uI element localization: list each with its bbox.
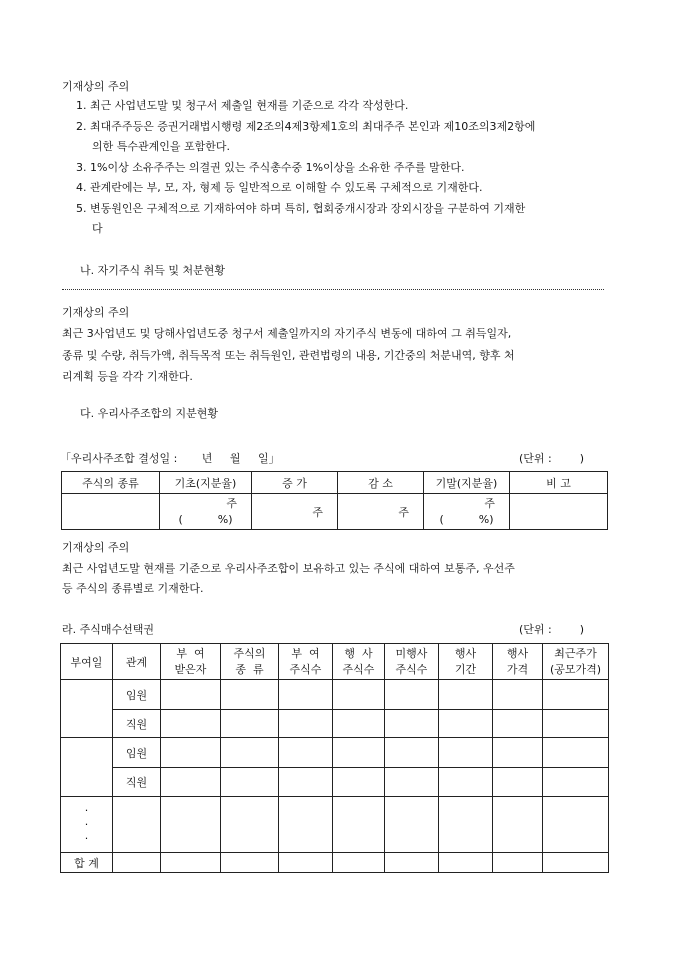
table-row: [61, 738, 609, 768]
header-cell: 증 가: [252, 472, 338, 494]
header-text: 행사: [506, 646, 529, 660]
note-item: 5. 변동원인은 구체적으로 기재하여야 하며 특히, 협회중개시장과 장외시장을 구분하여 기재한: [76, 202, 526, 215]
header-cell: [439, 644, 493, 680]
header-cell: 비 고: [510, 472, 608, 494]
table-cell: [510, 494, 608, 530]
header-cell: [113, 644, 161, 680]
table-row: [61, 680, 609, 710]
note-item: 4. 관계란에는 부, 모, 자, 형제 등 일반적으로 이해할 수 있도록 구체적으로 기재한다.: [76, 181, 483, 194]
header-text: 부 여: [176, 646, 205, 660]
header-cell: [543, 644, 609, 680]
header-text: 행 사: [344, 646, 373, 660]
header-cell: [161, 644, 221, 680]
unit-text: 주: [226, 496, 237, 510]
header-text: 미행사: [395, 646, 428, 660]
note-line: 최근 3사업년도 및 당해사업년도중 청구서 제출일까지의 자기주식 변동에 대하여 그 취득일자,: [62, 327, 512, 340]
header-text: 주식수: [289, 662, 322, 676]
header-text: 행사: [454, 646, 477, 660]
header-cell: [385, 644, 439, 680]
note-item: 다: [92, 222, 103, 235]
dotted-divider: [62, 289, 604, 290]
header-cell: [61, 644, 113, 680]
header-text: 부 여: [291, 646, 320, 660]
header-text: 가격: [506, 662, 529, 676]
union-stake-table: [61, 471, 608, 530]
note-item: 2. 최대주주등은 증권거래법시행령 제2조의4제3항제1호의 최대주주 본인과 제10조의3제2항에: [76, 120, 536, 133]
relation-cell: 직원: [113, 710, 161, 738]
note-line: 등 주식의 종류별로 기재한다.: [62, 582, 204, 595]
note-item: 의한 특수관계인을 포함한다.: [92, 140, 231, 153]
ellipsis-dot: ·: [84, 831, 89, 845]
total-label: 합 계: [61, 853, 113, 873]
note-line: 리계획 등을 각각 기재한다.: [62, 370, 193, 383]
table-cell: [61, 738, 113, 797]
header-cell: [493, 644, 543, 680]
percent-text: ( %): [439, 512, 494, 526]
table-row: [62, 494, 608, 530]
header-cell: 기말(지분율): [424, 472, 510, 494]
unit-text: 주: [484, 496, 495, 510]
header-cell: [279, 644, 333, 680]
header-text: 관계: [125, 655, 148, 669]
header-text: 받은자: [174, 662, 207, 676]
table-cell: [62, 494, 160, 530]
table-cell: [424, 494, 510, 530]
note-line: 종류 및 수량, 취득가액, 취득목적 또는 취득원인, 관련법령의 내용, 기간중의 처분내역, 향후 처: [62, 349, 515, 362]
section-heading-ra: 라. 주식매수선택권: [62, 623, 155, 636]
header-cell: 기초(지분율): [160, 472, 252, 494]
header-text: 주식수: [395, 662, 428, 676]
table-row: [61, 797, 609, 853]
table-cell: 주: [252, 494, 338, 530]
unit-label: (단위 : ): [519, 623, 585, 636]
section-heading-da: 다. 우리사주조합의 지분현황: [80, 407, 219, 420]
table-cell: [160, 494, 252, 530]
relation-cell: 직원: [113, 768, 161, 797]
table-cell: 주: [338, 494, 424, 530]
notes-title: 기재상의 주의: [62, 306, 130, 319]
header-cell: 감 소: [338, 472, 424, 494]
header-text: 주식수: [342, 662, 375, 676]
stock-option-table: [60, 643, 609, 873]
note-item: 1. 최근 사업년도말 및 청구서 제출일 현재를 기준으로 각각 작성한다.: [76, 99, 409, 112]
percent-text: ( %): [178, 512, 233, 526]
ellipsis-cell: [61, 797, 113, 853]
ellipsis-dot: ·: [84, 803, 89, 817]
ellipsis-dot: ·: [84, 817, 89, 831]
header-text: (공모가격): [549, 662, 602, 676]
relation-cell: 임원: [113, 738, 161, 768]
header-text: 주식의: [233, 646, 266, 660]
note-line: 최근 사업년도말 현재를 기준으로 우리사주조합이 보유하고 있는 주식에 대하여 보통주, 우선주: [62, 562, 515, 575]
notes-title: 기재상의 주의: [62, 80, 130, 93]
header-cell: [221, 644, 279, 680]
header-text: 최근주가: [554, 646, 597, 660]
union-caption: 「우리사주조합 결성일 : 년 월 일」: [60, 452, 280, 465]
section-heading-na: 나. 자기주식 취득 및 처분현황: [80, 264, 225, 277]
header-text: 기간: [454, 662, 477, 676]
header-cell: [333, 644, 385, 680]
table-header-row: [61, 644, 609, 680]
header-text: 종 류: [235, 662, 264, 676]
relation-cell: 임원: [113, 680, 161, 710]
table-row: [61, 768, 609, 797]
table-row: [61, 710, 609, 738]
table-cell: [61, 680, 113, 738]
table-total-row: [61, 853, 609, 873]
table-header-row: [62, 472, 608, 494]
note-item: 3. 1%이상 소유주주는 의결권 있는 주식총수중 1%이상을 소유한 주주를 말한다.: [76, 161, 465, 174]
header-cell: 주식의 종류: [62, 472, 160, 494]
notes-title: 기재상의 주의: [62, 541, 130, 554]
unit-label: (단위 : ): [519, 452, 585, 465]
header-text: 부여일: [70, 655, 103, 669]
